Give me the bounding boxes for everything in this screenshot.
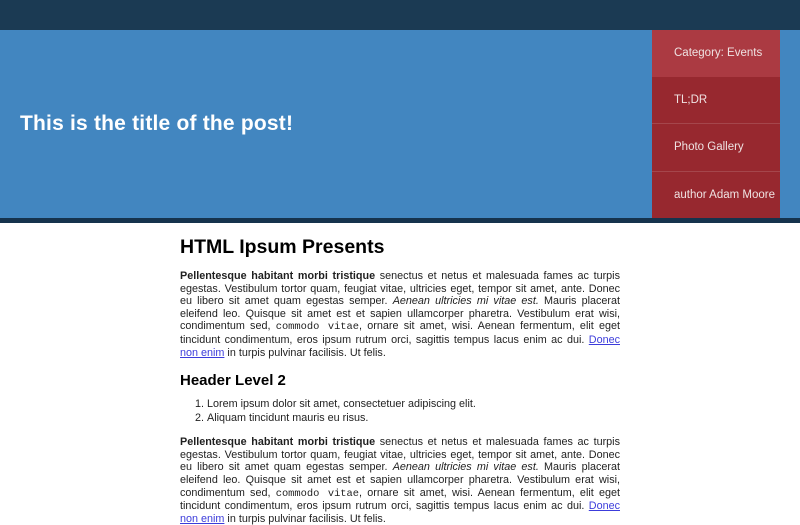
ordered-list <box>180 398 620 425</box>
donec-non-enim-link[interactable]: Donec non enim <box>180 333 620 359</box>
paragraph-text: Mauris placerat eleifend leo. Quisque sit amet est et sapien ullamcorper pharetra. Vestibulum erat wisi, condimentum sed, <box>180 295 620 333</box>
sidebar-item-label: author Adam Moore <box>674 188 776 201</box>
paragraph-text: in turpis pulvinar facilisis. Ut felis. <box>224 346 386 359</box>
article-paragraph-2 <box>180 436 620 525</box>
top-nav-bar <box>0 0 800 30</box>
paragraph-text: Mauris placerat eleifend leo. Quisque sit amet est et sapien ullamcorper pharetra. Vestibulum erat wisi, condimentum sed, <box>180 461 620 499</box>
list-item: 1. Lorem ipsum dolor sit amet, consectetuer adipiscing elit. <box>207 398 620 412</box>
bold-lead-text: Pellentesque habitant morbi tristique <box>180 270 376 282</box>
donec-non-enim-link[interactable]: Donec non enim <box>180 500 620 525</box>
post-meta-sidebar <box>652 30 780 218</box>
paragraph-text: senectus et netus et malesuada fames ac turpis egestas. Vestibulum tortor quam, feugiat vitae, ultricies eget, tempor sit amet, ante. Donec eu libero sit amet quam egestas semper. <box>180 436 620 474</box>
sidebar-item-category[interactable] <box>652 30 780 77</box>
hero-bottom-strip <box>0 218 800 223</box>
subheading: Header Level 2 <box>180 372 286 390</box>
article-paragraph-1 <box>180 270 620 359</box>
code-text: commodo vitae <box>275 321 360 334</box>
list-item: 2. Aliquam tincidunt mauris eu risus. <box>207 412 620 426</box>
article-heading: HTML Ipsum Presents <box>180 236 385 258</box>
hero-banner <box>0 30 800 218</box>
italic-text: Aenean ultricies mi vitae est. <box>392 295 539 308</box>
post-title: This is the title of the post! <box>20 112 294 135</box>
paragraph-text: senectus et netus et malesuada fames ac turpis egestas. Vestibulum tortor quam, feugiat vitae, ultricies eget, tempor sit amet, ante. Donec eu libero sit amet quam egestas semper. <box>180 270 620 308</box>
paragraph-text: , ornare sit amet, wisi. Aenean fermentum, elit eget tincidunt condimentum, eros ipsum rutrum orci, sagittis tempus lacus enim ac dui. <box>180 486 620 513</box>
code-text: commodo vitae <box>275 487 360 500</box>
sidebar-item-tldr[interactable] <box>652 77 780 124</box>
sidebar-item-label: TL;DR <box>674 93 708 106</box>
italic-text: Aenean ultricies mi vitae est. <box>392 461 539 474</box>
sidebar-item-label: Photo Gallery <box>674 141 744 154</box>
bold-lead-text: Pellentesque habitant morbi tristique <box>180 436 376 449</box>
sidebar-item-photo-gallery[interactable] <box>652 123 780 171</box>
sidebar-item-author[interactable] <box>652 171 780 219</box>
article-content <box>180 236 620 525</box>
sidebar-item-label: Category: Events <box>674 47 763 60</box>
paragraph-text: in turpis pulvinar facilisis. Ut felis. <box>224 512 386 525</box>
paragraph-text: , ornare sit amet, wisi. Aenean fermentum, elit eget tincidunt condimentum, eros ipsum rutrum orci, sagittis tempus lacus enim ac dui. <box>180 320 620 346</box>
